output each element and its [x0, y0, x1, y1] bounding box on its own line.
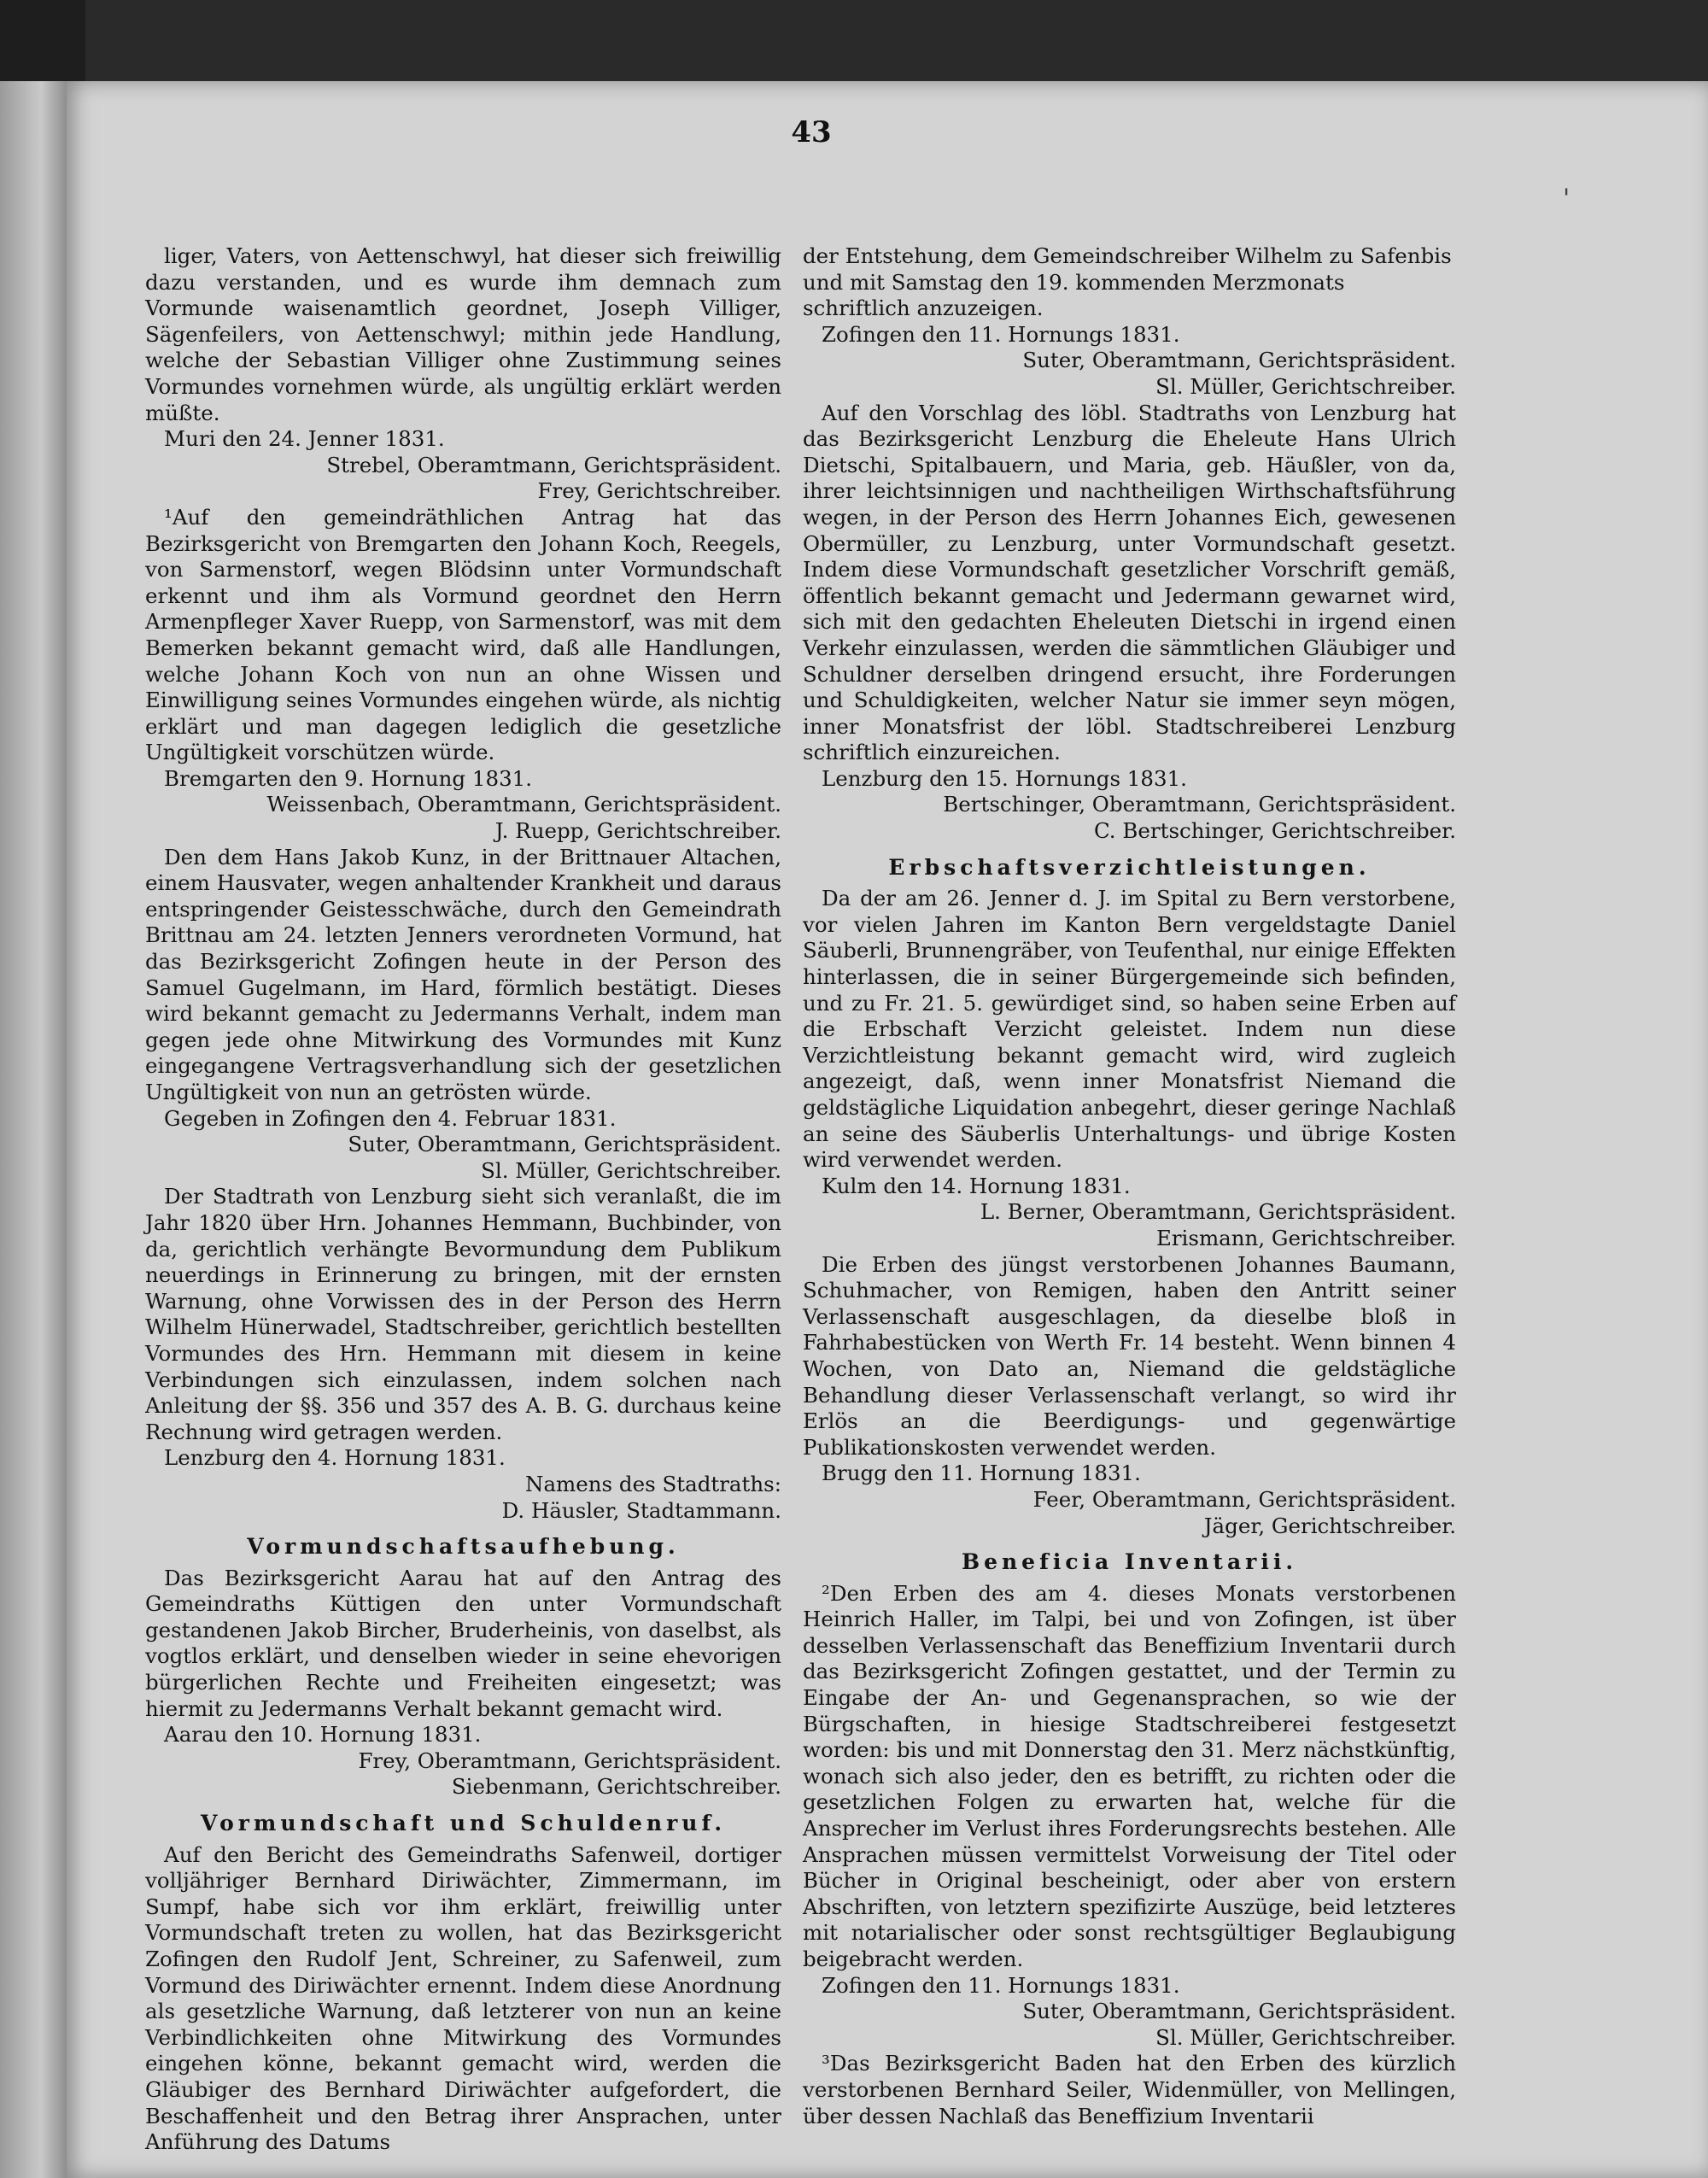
signature-line: Erismann, Gerichtschreiber. [1155, 1225, 1456, 1250]
section-heading: Erbschaftsverzichtleistungen. [888, 854, 1371, 880]
place-date-line: Brugg den 11. Hornung 1831. [822, 1461, 1141, 1486]
left-column [145, 243, 781, 2156]
paragraph: Den dem Hans Jakob Kunz, in der Brittnauer Altachen, einem Hausvater, wegen anhaltender Krankheit und daraus entspringender Geistesschwäche, durch den Gemeindrath Brittnau am 24. letzten Jenners verordneten Vormund, hat das Bezirksgericht Zofingen heute in der Person des Samuel Gugelmann, im Hard, förmlich bestätigt. Dieses wird bekannt gemacht zu Jedermanns Verhalt, indem man gegen jede ohne Mitwirkung des Vormundes mit Kunz eingegangene Vertragsverhandlung sich der gesetzlichen Ungültigkeit von nun an getrösten würde. [145, 844, 781, 1104]
place-date-line: Zofingen den 11. Hornungs 1831. [822, 321, 1180, 347]
signature-line: Suter, Oberamtmann, Gerichtspräsident. [348, 1132, 781, 1157]
signature-line: Frey, Gerichtschreiber. [537, 478, 781, 504]
signature-line: Jäger, Gerichtschreiber. [1203, 1513, 1456, 1538]
signature-line: Suter, Oberamtmann, Gerichtspräsident. [1022, 348, 1456, 373]
corner-mark: ' [1563, 184, 1571, 214]
signature-line: D. Häusler, Stadtammann. [501, 1497, 781, 1523]
signature-line: Weissenbach, Oberamtmann, Gerichtspräsident. [266, 792, 781, 817]
signature-line: Namens des Stadtraths: [525, 1471, 781, 1496]
signature-line: Sl. Müller, Gerichtschreiber. [1155, 373, 1456, 399]
signature-line: C. Bertschinger, Gerichtschreiber. [1093, 818, 1456, 844]
signature-line: Suter, Oberamtmann, Gerichtspräsident. [1022, 1999, 1456, 2024]
signature-line: Frey, Oberamtmann, Gerichtspräsident. [358, 1748, 781, 1773]
place-date-line: Gegeben in Zofingen den 4. Februar 1831. [164, 1105, 617, 1131]
place-date-line: Aarau den 10. Hornung 1831. [164, 1722, 482, 1748]
previous-page-edge [0, 81, 68, 2178]
section-heading: Vormundschaft und Schuldenruf. [200, 1811, 727, 1836]
signature-line: Sl. Müller, Gerichtschreiber. [1155, 2024, 1456, 2050]
paragraph: ¹Auf den gemeindräthlichen Antrag hat das Bezirksgericht von Bremgarten den Johann Koch, Reegels, von Sarmenstorf, wegen Blödsinn unter Vormundschaft erkennt und ihm als Vormund geordnet den Herrn Armenpfleger Xaver Ruepp, von Sarmenstorf, was mit dem Bemerken bekannt gemacht wird, daß alle Handlungen, welche Johann Koch von nun an ohne Wissen und Einwilligung seines Vormundes eingehen würde, als nichtig erklärt und man dagegen lediglich die gesetzliche Ungültigkeit vorschützen würde. [145, 504, 781, 765]
place-date-line: Lenzburg den 15. Hornungs 1831. [822, 765, 1187, 791]
paragraph: Der Stadtrath von Lenzburg sieht sich veranlaßt, die im Jahr 1820 über Hrn. Johannes Hemmann, Buchbinder, von da, gerichtlich verhängte Bevormundung dem Publikum neuerdings in Erinnerung zu bringen, mit der ernsten Warnung, ohne Vorwissen des in der Person des Herrn Wilhelm Hünerwadel, Stadtschreiber, gerichtlich bestellten Vormundes des Hrn. Hemmann mit diesem in keine Verbindungen sich einzulassen, indem solchen nach Anleitung der §§. 356 und 357 des A. B. G. durchaus keine Rechnung wird getragen werden. [145, 1184, 781, 1444]
right-column [803, 243, 1456, 2129]
paragraph: Auf den Vorschlag des löbl. Stadtraths von Lenzburg hat das Bezirksgericht Lenzburg die Eheleute Hans Ulrich Dietschi, Spitalbauern, und Maria, geb. Häußler, von da, ihrer leichtsinnigen und nachtheiligen Wirthschaftsführung wegen, in der Person des Herrn Johannes Eich, gewesenen Obermüller, zu Lenzburg, unter Vormundschaft gesetzt. Indem diese Vormundschaft gesetzlicher Vorschrift gemäß, öffentlich bekannt gemacht und Jedermann gewarnet wird, sich mit den gedachten Eheleuten Dietschi in irgend einen Verkehr einzulassen, werden die sämmtlichen Gläubiger und Schuldner derselben dringend ersucht, ihre Forderungen und Schuldigkeiten, welcher Natur sie immer seyn mögen, inner Monatsfrist der löbl. Stadtschreiberei Lenzburg schriftlich einzureichen. [803, 400, 1456, 765]
section-heading: Vormundschaftsaufhebung. [247, 1534, 680, 1560]
signature-line: J. Ruepp, Gerichtschreiber. [494, 818, 781, 844]
paragraph: ²Den Erben des am 4. dieses Monats verstorbenen Heinrich Haller, im Talpi, bei und von Zofingen, ist über desselben Verlassenschaft das Beneffizium Inventarii durch das Bezirksgericht Zofingen gestattet, und der Termin zu Eingabe der An- und Gegenansprachen, so wie der Bürgschaften, in hiesige Stadtschreiberei festgesetzt worden: bis und mit Donnerstag den 31. Merz nächstkünftig, wonach sich also jeder, den es betrifft, zu richten oder die gesetzlichen Folgen zu erwarten hat, welche für die Ansprecher im Verlust ihres Forderungsrechts bestehen. Alle Ansprachen müssen vermittelst Vorweisung der Titel oder Bücher in Original bescheinigt, oder aber von erstern Abschriften, von letztern spezifizirte Auszüge, beid letzteres mit notarialischer oder sonst rechtsgültiger Beglaubigung beigebracht werden. [803, 1580, 1456, 1971]
paragraph: Da der am 26. Jenner d. J. im Spital zu Bern verstorbene, vor vielen Jahren im Kanton Bern vergeldstagte Daniel Säuberli, Brunnengräber, von Teufenthal, nur einige Effekten hinterlassen, die in seiner Bürgergemeinde sich befinden, und zu Fr. 21. 5. gewürdiget sind, so haben seine Erben auf die Erbschaft Verzicht geleistet. Indem nun diese Verzichtleistung bekannt gemacht wird, wird zugleich angezeigt, daß, wenn inner Monatsfrist Niemand die geldstägliche Liquidation anbegehrt, dieser geringe Nachlaß an seine des Säuberlis Unterhaltungs- und übrige Kosten wird verwendet werden. [803, 886, 1456, 1173]
place-date-line: Muri den 24. Jenner 1831. [164, 426, 445, 452]
place-date-line: Zofingen den 11. Hornungs 1831. [822, 1972, 1180, 1998]
place-date-line: Lenzburg den 4. Hornung 1831. [164, 1445, 506, 1471]
place-date-line: Kulm den 14. Hornung 1831. [822, 1173, 1131, 1198]
signature-line: Strebel, Oberamtmann, Gerichtspräsident. [326, 452, 781, 477]
signature-line: Feer, Oberamtmann, Gerichtspräsident. [1032, 1486, 1456, 1512]
paragraph: Die Erben des jüngst verstorbenen Johannes Baumann, Schuhmacher, von Remigen, haben den Antritt seiner Verlassenschaft ausgeschlagen, da dieselbe bloß in Fahrhabestücken von Werth Fr. 14 besteht. Wenn binnen 4 Wochen, von Dato an, Niemand die geldstägliche Behandlung dieser Verlassenschaft verlangt, so wird ihr Erlös an die Beerdigungs- und gegenwärtige Publikationskosten verwendet werden. [803, 1251, 1456, 1460]
section-heading: Beneficia Inventarii. [961, 1549, 1298, 1575]
paragraph: der Entstehung, dem Gemeindschreiber Wilhelm zu Safenbis und mit Samstag den 19. kommenden Merzmonats schriftlich anzuzeigen. [803, 243, 1452, 321]
signature-line: Siebenmann, Gerichtschreiber. [451, 1774, 781, 1800]
page-number: 43 [791, 115, 832, 149]
place-date-line: Bremgarten den 9. Hornung 1831. [164, 765, 533, 791]
paragraph: Auf den Bericht des Gemeindraths Safenweil, dortiger volljähriger Bernhard Diriwächter, Zimmermann, im Sumpf, habe sich vor ihm erklärt, freiwillig unter Vormundschaft treten zu wollen, hat das Bezirksgericht Zofingen den Rudolf Jent, Schreiner, zu Safenweil, zum Vormund des Diriwächter ernennt. Indem diese Anordnung als gesetzliche Warnung, daß letzterer von nun an keine Verbindlichkeiten ohne Mitwirkung des Vormundes eingehen könne, bekannt gemacht wird, werden die Gläubiger des Bernhard Diriwächter aufgefordert, die Beschaffenheit und den Betrag ihrer Ansprachen, unter Anführung des Datums [145, 1841, 781, 2155]
signature-line: Bertschinger, Oberamtmann, Gerichtspräsident. [943, 792, 1456, 817]
paragraph: Das Bezirksgericht Aarau hat auf den Antrag des Gemeindraths Küttigen den unter Vormundschaft gestandenen Jakob Bircher, Bruderheinis, von daselbst, als vogtlos erklärt, und denselben wieder in seine ehevorigen bürgerlichen Rechte und Freiheiten eingesetzt; was hiermit zu Jedermanns Verhalt bekannt gemacht wird. [145, 1565, 781, 1721]
signature-line: L. Berner, Oberamtmann, Gerichtspräsident. [980, 1199, 1456, 1225]
paragraph: liger, Vaters, von Aettenschwyl, hat dieser sich freiwillig dazu verstanden, und es wurde ihm demnach zum Vormunde waisenamtlich geordnet, Joseph Villiger, Sägenfeilers, von Aettenschwyl; mithin jede Handlung, welche der Sebastian Villiger ohne Zustimmung seines Vormundes vornehmen würde, als ungültig erklärt werden müßte. [145, 243, 781, 425]
paragraph: ³Das Bezirksgericht Baden hat den Erben des kürzlich verstorbenen Bernhard Seiler, Widenmüller, von Mellingen, über dessen Nachlaß das Beneffizium Inventarii [803, 2051, 1456, 2128]
signature-line: Sl. Müller, Gerichtschreiber. [481, 1157, 781, 1183]
